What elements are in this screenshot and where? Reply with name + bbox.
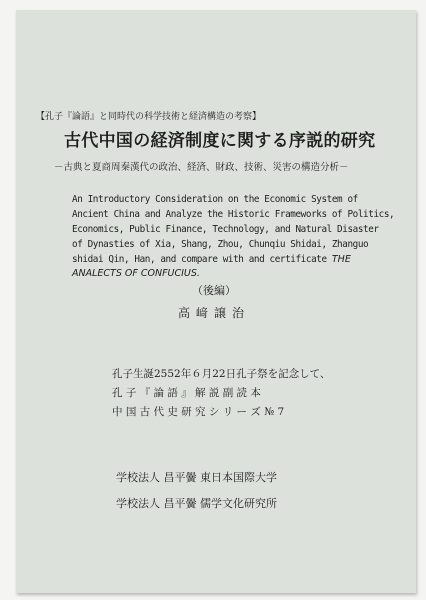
- note-line-1: 孔子生誕2552年６月22日孔子祭を記念して、: [112, 368, 331, 380]
- book-subtitle: －古典と夏商周秦漢代の政治、経済、財政、技術、災害の構造分析－: [54, 162, 349, 173]
- publisher-line-2: 学校法人 昌平黌 儒学文化研究所: [116, 497, 277, 510]
- author-name: 高﨑譲治: [178, 306, 251, 320]
- english-title-line-2: Ancient China and Analyze the Historic Frameworks of Politics,: [72, 209, 395, 220]
- english-title-line-3: Economics, Public Finance, Technology, and Natural Disaster: [72, 224, 379, 235]
- english-italic-the: THE: [331, 254, 351, 265]
- english-title-line-1: An Introductory Consideration on the Economic System of: [72, 194, 358, 205]
- series-tag: 【孔子『論語』と同時代の科学技術と経済構造の考察】: [36, 112, 262, 122]
- english-italic-analects: ANALECTS OF CONFUCIUS.: [72, 268, 200, 279]
- book-cover: [16, 10, 416, 593]
- publisher-line-1: 学校法人 昌平黌 東日本国際大学: [116, 471, 277, 484]
- note-line-2: 孔 子 『 論 語 』 解 説 副 読 本: [112, 387, 261, 399]
- book-title: 古代中国の経済制度に関する序説的研究: [64, 131, 376, 151]
- note-line-3: 中 国 古 代 史 研 究 シ リ ー ズ № 7: [112, 406, 285, 418]
- english-title-line-4: of Dynasties of Xia, Shang, Zhou, Chunqiu Shidai, Zhanguo: [72, 239, 369, 250]
- english-title-line-5-text: shidai Qin, Han, and compare with and certificate: [72, 254, 327, 265]
- english-title-line-5: [72, 254, 351, 265]
- volume-label: （後編）: [192, 284, 236, 297]
